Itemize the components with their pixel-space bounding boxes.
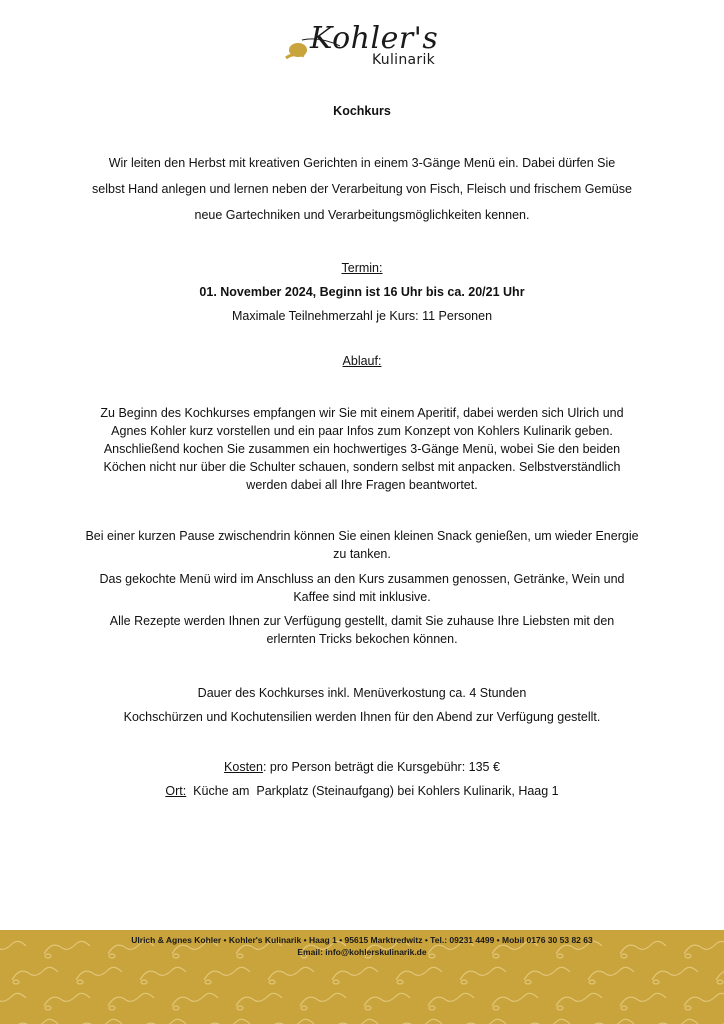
ablauf-line: werden dabei all Ihre Fragen beantwortet. [246,478,478,492]
footer-pattern-dot [621,1006,627,1010]
ablauf-p4 [60,612,664,648]
footer-email: Email: info@kohlerskulinarik.de [297,947,427,957]
termin-date: 01. November 2024, Beginn ist 16 Uhr bis ca. 20/21 Uhr [199,285,525,299]
ablauf-line: Köchen nicht nur über die Schulter schauen, sondern selbst mit anpacken. Selbstverständlich [103,460,621,474]
page-title: Kochkurs [333,104,391,118]
footer-pattern-stroke [460,1019,506,1024]
ablauf-p2 [60,527,664,563]
footer-pattern-dot [493,1006,499,1010]
footer-pattern-stroke [396,967,442,980]
termin-section [60,256,664,328]
ablauf-p1 [60,404,664,494]
intro-line: selbst Hand anlegen und lernen neben der Verarbeitung von Fisch, Fleisch und frischem Gemüse [92,182,632,196]
footer-pattern-dot [557,1006,563,1010]
ablauf-p3 [60,570,664,606]
footer-pattern-stroke [652,967,698,980]
footer-pattern-stroke [332,967,378,980]
footer-pattern-dot [237,1006,243,1010]
footer-pattern-stroke [588,1019,634,1024]
ablauf-line: Alle Rezepte werden Ihnen zur Verfügung gestellt, damit Sie zuhause Ihre Liebsten mit den [109,614,615,628]
footer-pattern-stroke [524,1019,570,1024]
footer-band [0,930,724,1024]
footer-pattern-dot [13,980,19,984]
footer-pattern-stroke [140,1019,186,1024]
kosten-label: Kosten [224,760,263,774]
footer-pattern-stroke [12,967,58,980]
footer-pattern-dot [717,980,723,984]
footer-pattern-dot [525,980,531,984]
footer-pattern-stroke [364,993,410,1006]
footer-pattern-stroke [44,993,90,1006]
kosten-line [60,755,664,779]
ablauf-heading-wrap [60,352,664,370]
intro-line: Wir leiten den Herbst mit kreativen Gerichten in einem 3-Gänge Menü ein. Dabei dürfen Sie [108,156,616,170]
footer-pattern-stroke [460,967,506,980]
footer-pattern-stroke [300,993,346,1006]
footer-pattern-stroke [652,1019,698,1024]
footer-pattern-dot [141,980,147,984]
footer-pattern-dot [333,980,339,984]
ablauf-line: Anschließend kochen Sie zusammen ein hochwertiges 3-Gänge Menü, wobei Sie den beiden [103,442,621,456]
footer-pattern-dot [109,1006,115,1010]
termin-max: Maximale Teilnehmerzahl je Kurs: 11 Personen [231,309,493,323]
logo-subtitle: Kulinarik [372,52,436,68]
ablauf-line: Das gekochte Menü wird im Anschluss an den Kurs zusammen genossen, Getränke, Wein und [99,572,625,586]
footer-pattern-stroke [12,1019,58,1024]
footer-pattern-dot [45,1006,51,1010]
footer-pattern-dot [429,1006,435,1010]
intro-line: neue Gartechniken und Verarbeitungsmöglichkeiten kennen. [194,208,530,222]
ablauf-line: Zu Beginn des Kochkurses empfangen wir Sie mit einem Aperitif, dabei werden sich Ulrich und [100,406,624,420]
ablauf-line: Agnes Kohler kurz vorstellen und ein paar Infos zum Konzept von Kohlers Kulinarik geben. [111,424,613,438]
footer-pattern-dot [589,980,595,984]
footer-pattern-stroke [492,993,538,1006]
footer-pattern-stroke [524,967,570,980]
ort-text: Küche am Parkplatz (Steinaufgang) bei Kohlers Kulinarik, Haag 1 [186,784,559,798]
ablauf-line: zu tanken. [333,547,391,561]
footer-pattern-stroke [428,993,474,1006]
footer-pattern-stroke [204,1019,250,1024]
kosten-ort [60,755,664,803]
ablauf-line: Bei einer kurzen Pause zwischendrin können Sie einen kleinen Snack genießen, um wieder Energie [85,529,639,543]
footer-pattern-stroke [268,1019,314,1024]
footer-pattern-stroke [204,967,250,980]
footer-pattern-dot [461,980,467,984]
footer-contact-line: Ulrich & Agnes Kohler • Kohler's Kulinarik • Haag 1 • 95615 Marktredwitz • Tel.: 09231 4499 • Mobil 0176 30 53 82 63 [131,935,593,945]
footer-pattern-stroke [236,993,282,1006]
intro [60,150,664,228]
footer-pattern-stroke [0,993,26,1006]
dauer-text: Dauer des Kochkurses inkl. Menüverkostung ca. 4 Stunden [197,686,527,700]
ablauf-line: erlernten Tricks bekochen können. [266,632,458,646]
footer-pattern-stroke [76,967,122,980]
termin-heading: Termin: [341,261,383,275]
footer-pattern-dot [205,980,211,984]
footer-pattern-dot [173,1006,179,1010]
footer-pattern-stroke [716,967,724,980]
ablauf-line: Kaffee sind mit inklusive. [293,590,431,604]
footer-pattern-stroke [332,1019,378,1024]
footer-pattern-stroke [396,1019,442,1024]
ablauf-heading: Ablauf: [342,354,382,368]
footer-pattern-stroke [76,1019,122,1024]
footer-pattern-dot [365,1006,371,1010]
kosten-text: : pro Person beträgt die Kursgebühr: 135 € [262,760,500,774]
footer-pattern-dot [301,1006,307,1010]
logo-script: Kohler's [310,21,439,56]
ort-label: Ort: [165,784,187,798]
footer-pattern-stroke [588,967,634,980]
footer-pattern-stroke [172,993,218,1006]
ort-line [60,779,664,803]
dauer-wrap [60,681,664,729]
footer-pattern-stroke [620,993,666,1006]
footer-pattern-stroke [140,967,186,980]
footer-pattern-dot [397,980,403,984]
footer-pattern-dot [269,980,275,984]
footer-pattern-dot [77,980,83,984]
footer-pattern-dot [685,1006,691,1010]
footer-pattern-dot [653,980,659,984]
footer-pattern-stroke [716,1019,724,1024]
footer-pattern-stroke [556,993,602,1006]
schuerzen-text: Kochschürzen und Kochutensilien werden Ihnen für den Abend zur Verfügung gestellt. [123,710,601,724]
footer-pattern-stroke [684,993,724,1006]
brand-logo [280,22,450,74]
footer-pattern-stroke [268,967,314,980]
footer-pattern-stroke [108,993,154,1006]
